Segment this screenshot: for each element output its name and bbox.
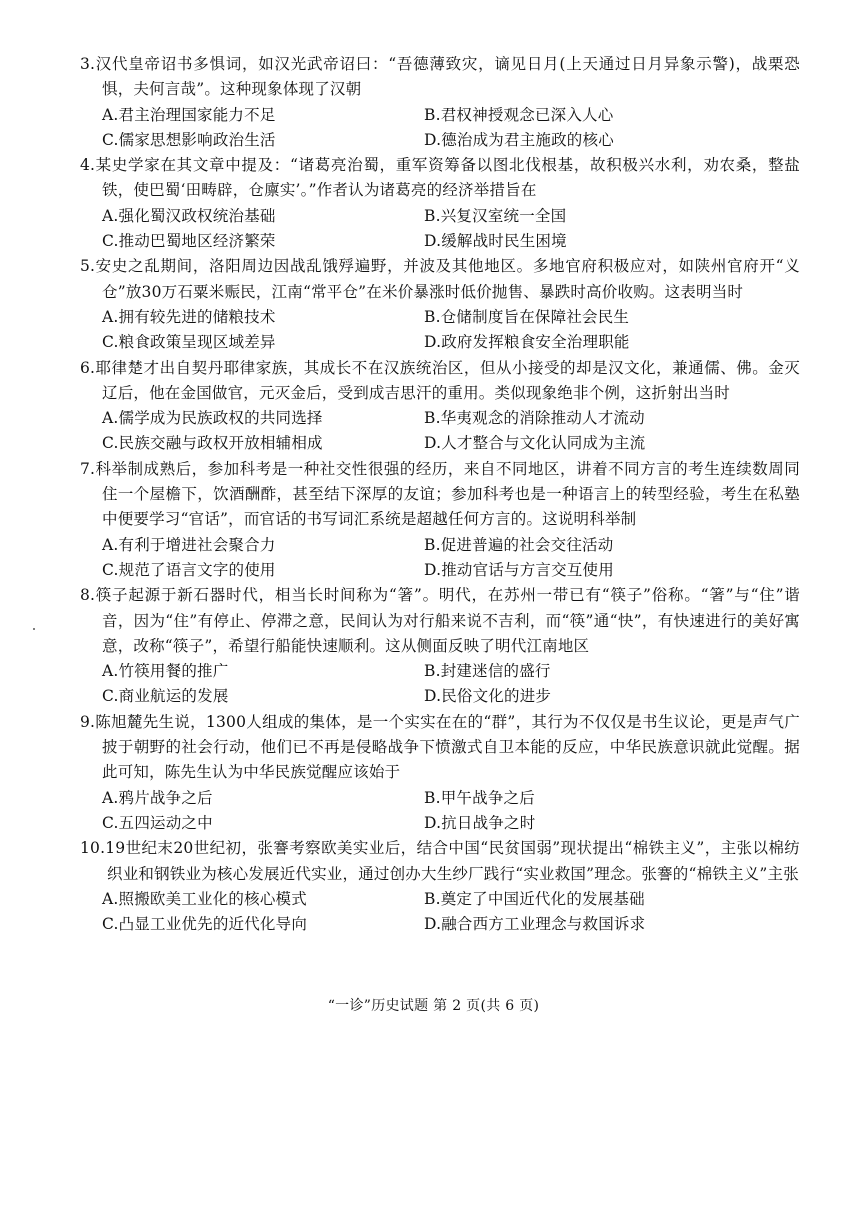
question-8 bbox=[80, 583, 800, 709]
option-grid bbox=[80, 305, 800, 356]
question-9 bbox=[80, 710, 800, 836]
option-grid bbox=[80, 204, 800, 255]
option-grid bbox=[80, 887, 800, 938]
option-b: B.华夷观念的消除推动人才流动 bbox=[424, 409, 645, 428]
option-b: B.兴复汉室统一全国 bbox=[424, 206, 567, 225]
question-stem: 7.科举制成熟后，参加科考是一种社交性很强的经历，来自不同地区，讲着不同方言的考生连续数周同住一个屋檐下，饮酒酬酢，甚至结下深厚的友谊；参加科考也是一种语言上的转型经验，考生在私塾中便要学习“官话”，而官话的书写词汇系统是超越任何方言的。这说明科举制 bbox=[80, 459, 800, 529]
option-grid bbox=[80, 786, 800, 837]
option-d: D.缓解战时民生困境 bbox=[424, 232, 567, 251]
scan-speck bbox=[33, 628, 35, 630]
option-b: B.封建迷信的盛行 bbox=[424, 662, 551, 681]
option-d: D.融合西方工业理念与救国诉求 bbox=[424, 915, 646, 934]
option-a: A.强化蜀汉政权统治基础 bbox=[102, 206, 276, 225]
option-c: C.商业航运的发展 bbox=[102, 687, 229, 706]
option-grid bbox=[80, 659, 800, 710]
option-a: A.鸦片战争之后 bbox=[102, 788, 213, 807]
option-grid bbox=[80, 103, 800, 154]
question-6 bbox=[80, 356, 800, 457]
question-4 bbox=[80, 153, 800, 254]
option-d: D.推动官话与方言交互使用 bbox=[424, 560, 614, 579]
question-stem: 6.耶律楚才出自契丹耶律家族，其成长不在汉族统治区，但从小接受的却是汉文化，兼通儒、佛。金灭辽后，他在金国做官，元灭金后，受到成吉思汗的重用。类似现象绝非个例，这折射出当时 bbox=[80, 358, 800, 402]
question-stem: 3.汉代皇帝诏书多惧词，如汉光武帝诏曰：“吾德薄致灾，谪见日月(上天通过日月异象示警)，战栗恐惧，夫何言哉”。这种现象体现了汉朝 bbox=[80, 55, 800, 99]
option-c: C.规范了语言文字的使用 bbox=[102, 560, 276, 579]
question-7 bbox=[80, 457, 800, 583]
question-stem: 5.安史之乱期间，洛阳周边因战乱饿殍遍野，并波及其他地区。多地官府积极应对，如陕州官府开“义仓”放30万石粟米赈民，江南“常平仓”在米价暴涨时低价抛售、暴跌时高价收购。这表明当时 bbox=[80, 257, 800, 301]
option-a: A.儒学成为民族政权的共同选择 bbox=[102, 409, 323, 428]
option-grid bbox=[80, 533, 800, 584]
option-c: C.民族交融与政权开放相辅相成 bbox=[102, 434, 323, 453]
option-c: C.儒家思想影响政治生活 bbox=[102, 130, 276, 149]
question-stem: 8.筷子起源于新石器时代，相当长时间称为“箸”。明代，在苏州一带已有“筷子”俗称。“箸”与“住”谐音，因为“住”有停止、停滞之意，民间认为对行船来说不吉利，而“筷”通“快”，有快速进行的美好寓意，改称“筷子”，希望行船能快速顺利。这从侧面反映了明代江南地区 bbox=[80, 586, 800, 655]
option-d: D.政府发挥粮食安全治理职能 bbox=[424, 333, 630, 352]
option-a: A.照搬欧美工业化的核心模式 bbox=[102, 889, 307, 908]
option-a: A.君主治理国家能力不足 bbox=[102, 105, 276, 124]
page-footer: “一诊”历史试题 第 2 页(共 6 页) bbox=[327, 998, 540, 1014]
option-c: C.五四运动之中 bbox=[102, 813, 213, 832]
option-b: B.促进普遍的社会交往活动 bbox=[424, 535, 614, 554]
option-c: C.粮食政策呈现区域差异 bbox=[102, 333, 276, 352]
question-stem: 10.19世纪末20世纪初，张謇考察欧美实业后，结合中国“民贫国弱”现状提出“棉铁主义”，主张以棉纺织业和钢铁业为核心发展近代实业，通过创办大生纱厂践行“实业救国”理念。张謇的“棉铁主义”主张 bbox=[80, 839, 800, 883]
option-d: D.德治成为君主施政的核心 bbox=[424, 130, 614, 149]
option-a: A.竹筷用餐的推广 bbox=[102, 662, 229, 681]
option-a: A.拥有较先进的储粮技术 bbox=[102, 307, 276, 326]
question-5 bbox=[80, 254, 800, 355]
option-b: B.甲午战争之后 bbox=[424, 788, 535, 807]
option-c: C.推动巴蜀地区经济繁荣 bbox=[102, 232, 276, 251]
option-grid bbox=[80, 406, 800, 457]
option-a: A.有利于增进社会聚合力 bbox=[102, 535, 276, 554]
option-c: C.凸显工业优先的近代化导向 bbox=[102, 915, 308, 934]
option-b: B.君权神授观念已深入人心 bbox=[424, 105, 614, 124]
option-d: D.抗日战争之时 bbox=[424, 813, 536, 832]
question-list bbox=[80, 52, 800, 937]
question-3 bbox=[80, 52, 800, 153]
option-b: B.仓储制度旨在保障社会民生 bbox=[424, 307, 630, 326]
question-10 bbox=[80, 836, 800, 937]
question-stem: 4.某史学家在其文章中提及：“诸葛亮治蜀，重军资筹备以图北伐根基，故积极兴水利，劝农桑，整盐铁，使巴蜀‘田畴辟，仓廪实’。”作者认为诸葛亮的经济举措旨在 bbox=[80, 156, 800, 200]
option-d: D.人才整合与文化认同成为主流 bbox=[424, 434, 646, 453]
option-d: D.民俗文化的进步 bbox=[424, 687, 552, 706]
question-stem: 9.陈旭麓先生说，1300人组成的集体，是一个实实在在的“群”，其行为不仅仅是书生议论，更是声气广披于朝野的社会行动，他们已不再是侵略战争下愤激式自卫本能的反应，中华民族意识就此觉醒。据此可知，陈先生认为中华民族觉醒应该始于 bbox=[80, 712, 800, 782]
option-b: B.奠定了中国近代化的发展基础 bbox=[424, 889, 645, 908]
